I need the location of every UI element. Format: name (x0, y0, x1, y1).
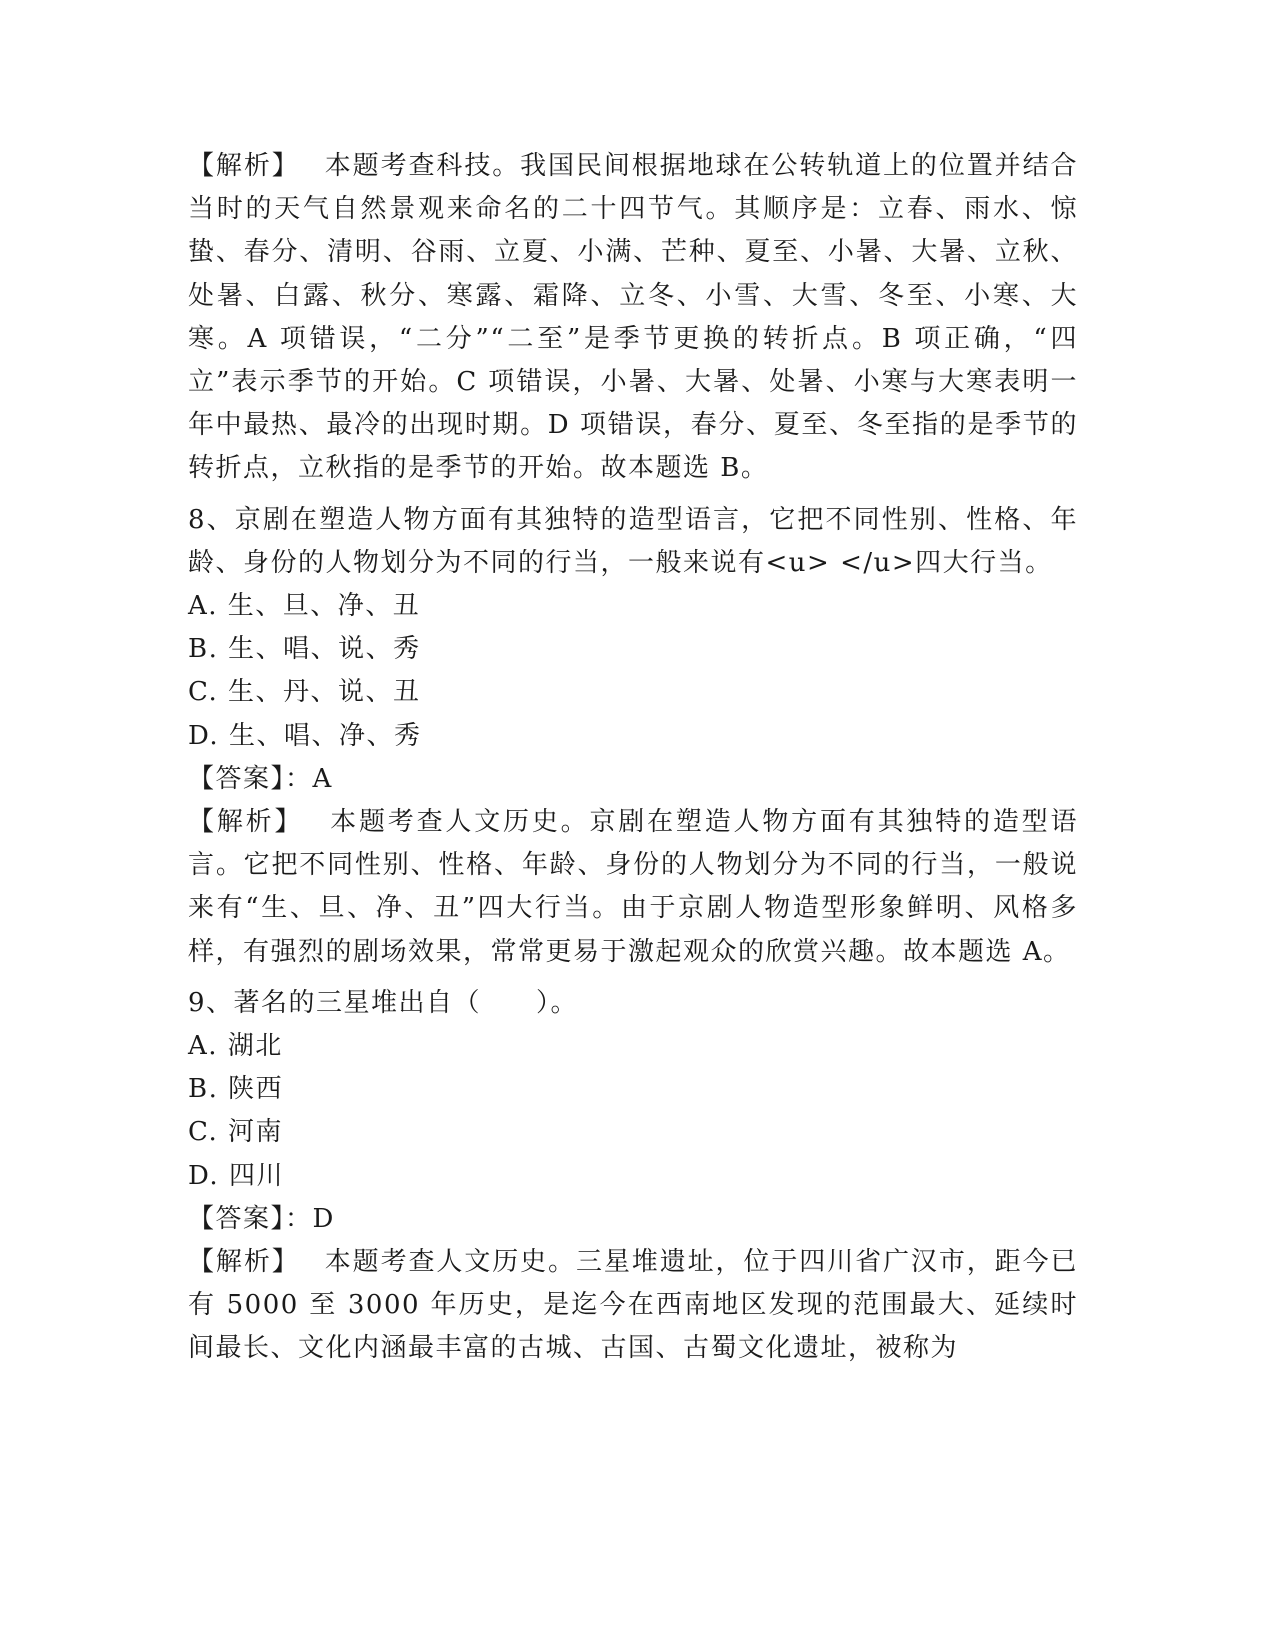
q8-option-b: B. 生、唱、说、秀 (188, 634, 421, 665)
q8-option-c: C. 生、丹、说、丑 (188, 677, 421, 708)
q9-option-c: C. 河南 (188, 1117, 283, 1148)
q9-option-d: D. 四川 (188, 1160, 284, 1191)
q7-analysis: 【解析】 本题考查科技。我国民间根据地球在公转轨道上的位置并结合当时的天气自然景观来命名的二十四节气。其顺序是：立春、雨水、惊蛰、春分、清明、谷雨、立夏、小满、芒种、夏至、小暑、大暑、立秋、处暑、白露、秋分、寒露、霜降、立冬、小雪、大雪、冬至、小寒、大寒。A 项错误，“二分”“二至”是季节更换的转折点。B 项正确，“四立”表示季节的开始。C 项错误，小暑、大暑、处暑、小寒与大寒表明一年中最热、最冷的出现时期。D 项错误，春分、夏至、冬至指的是季节的转折点，立秋指的是季节的开始。故本题选 B。 (188, 151, 1078, 484)
q9-answer: 【答案】：D (188, 1203, 335, 1234)
q8-answer: 【答案】：A (188, 763, 333, 794)
q9-option-b: B. 陕西 (188, 1074, 284, 1105)
q9-option-a: A. 湖北 (188, 1031, 283, 1062)
q9-analysis: 【解析】 本题考查人文历史。三星堆遗址，位于四川省广汉市，距今已有 5000 至 3000 年历史，是迄今在西南地区发现的范围最大、延续时间最长、文化内涵最丰富的古城、古国、古蜀文化遗址，被称为 (188, 1247, 1078, 1364)
q8-option-a: A. 生、旦、净、丑 (188, 591, 421, 622)
q9-stem: 9、著名的三星堆出自（ ）。 (188, 987, 579, 1018)
q8-option-d: D. 生、唱、净、秀 (188, 720, 422, 751)
document-page (188, 145, 1078, 1371)
q8-analysis: 【解析】 本题考查人文历史。京剧在塑造人物方面有其独特的造型语言。它把不同性别、性格、年龄、身份的人物划分为不同的行当，一般说来有“生、旦、净、丑”四大行当。由于京剧人物造型形象鲜明、风格多样，有强烈的剧场效果，常常更易于激起观众的欣赏兴趣。故本题选 A。 (188, 807, 1078, 967)
q8-stem: 8、京剧在塑造人物方面有其独特的造型语言，它把不同性别、性格、年龄、身份的人物划分为不同的行当，一般来说有<u> </u>四大行当。 (188, 504, 1078, 578)
